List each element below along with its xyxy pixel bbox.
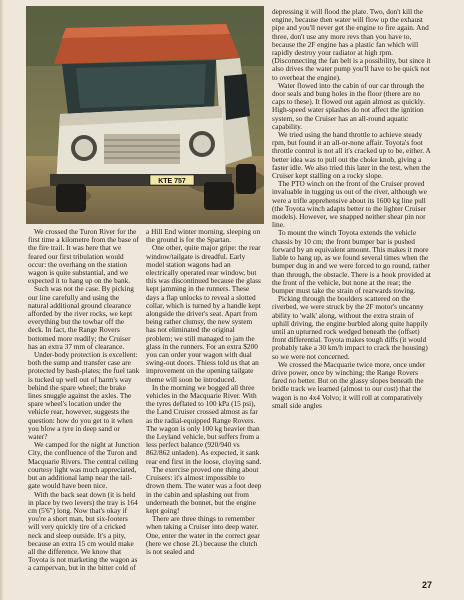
vehicle-photo: [26, 6, 264, 224]
paragraph: In the morning we bogged all three vehicles in the Macquarie River. With the tyres deflated to 100 kPa (15 psi), the Land Cruiser crossed almost as far as the radial-equipped Range Rovers. The wagon is only 100 kg heavier than the Leyland vehicle, but suffers from a less perfect balance (920/940 vs 862/862 unladen). As expected, it sank rear end first in the loose, cloying sand.: [146, 382, 262, 466]
paragraph: Picking through the boulders scattered on the riverbed, we were struck by the 2F motor's uncanny ability to 'walk' along, without the extra strain of uphill driving, the engine burbled along quite happily until an upturned rock wedged beneath the (offset) front differential. Toyota makes tough diffs (it would probably take a 30 km/h impact to crack the housing) so we were not concerned.: [272, 294, 429, 361]
paragraph: We crossed the Turon River for the first time a kilometre from the base of the fire trail. It was here that we feared our first tribulation would occur: the overhang on the station wagon is quite substantial, and we expected it to hang up on the bank.: [28, 228, 139, 286]
paragraph: Such was not the case. By picking our line carefully and using the natural additional ground clearance afforded by the river rocks, we kept everything but the towbar off the deck. In fact, the Range Rovers bottomed more readily; the Cruiser has an extra 37 mm of clearance.: [28, 284, 134, 351]
text-column-2: [146, 228, 262, 590]
paragraph: depressing it will flood the plate. Two, don't kill the engine, because then water will flow up the exhaust pipe and you'll never get the engine to fire again. And three, don't use any more revs than you have to, because the 2F engine has a plastic fan which will rapidly destroy your radiator at high rpm. (Disconnecting the fan belt is a possibility, but since it also drives the water pump you'll have to be quick not to overheat the engine).: [272, 8, 431, 82]
paragraph: Water flowed into the cabin of our car through the door seals and bung holes in the floor (there are no caps to these). It flowed out again almost as quickly. High-speed water splashes do not affect the ignition system, so the Cruiser has an all-round aquatic capability.: [272, 80, 425, 131]
paragraph: The exercise proved one thing about Cruisers: it's almost impossible to drown them. The water was a foot deep in the cabin and splashing out from underneath the bonnet, but the engine kept going!: [146, 464, 262, 515]
page-number: 27: [421, 580, 432, 590]
paragraph: One other, quite major gripe: the rear window/tailgate is dreadful. Early model station wagons had an electrically operated rear window, but this was discontinued because the glass kept jamming in the runners. These days a flap unlocks to reveal a slotted collar, which is turned by a handle kept alongside the driver's seat. Apart from being rather clumsy, the new system has not eliminated the original problem; we still managed to jam the glass in the runners. For an extra $200 you can order your wagon with dual swing-out doors. Thiess told us that an improvement on the opening tailgate theme will soon be introduced.: [146, 243, 261, 384]
paragraph: We camped for the night at Junction City, the confluence of the Turon and Macquarie Rivers. The central ceiling courtesy light was much appreciated, but an additional lamp near the tail-gate would have been nice.: [28, 440, 140, 491]
page-gutter-shadow: [0, 0, 4, 600]
paragraph: The PTO winch on the front of the Cruiser proved invaluable in tugging us out of the river, although we were a trifle apprehensive about its 1600 kg line pull (the Toyota winch adapts better to the lighter Cruiser models). However, we snapped neither shear pin nor line.: [272, 179, 427, 230]
license-plate: KTE 757: [158, 178, 186, 185]
paragraph: There are three things to remember when taking a Cruiser into deep water. One, enter the water in the correct gear (here we chose 2L) because the clutch is not sealed and: [146, 514, 260, 556]
paragraph: Under-body protection is excellent: both the sump and transfer case are protected by bash-plates; the fuel tank is tucked up well out of harm's way behind the spare wheel; the brake lines snuggle against the axles. The spare wheel's location under the vehicle rear, however, suggests the question: how do you get to it when you blow a tyre in deep sand or water?: [28, 350, 140, 442]
text-column-1: [28, 228, 140, 590]
paragraph: We crossed the Macquarie twice more, once under drive power, once by winching; the Range Rovers fared no better. But on the glassy slopes beneath the bridle track we learned (almost to our cost) that the wagon is no 4x4 Volvo; it will roll at comparatively small side angles: [272, 359, 426, 410]
text-column-3: [272, 8, 432, 582]
paragraph: To mount the winch Toyota extends the vehicle chassis by 10 cm; the front bumper bar is pushed forward by an equivalent amount. This makes it more liable to hang up, as we found several times when the bumper dug in and we were forced to go round, rather than through, the obstacle. There is a hook provided at the front of the vehicle, but none at the rear; the bumper must take the strain of rearwards towing.: [272, 228, 431, 295]
toyota-land-cruiser-illustration: [26, 6, 264, 224]
paragraph: a Hill End winter morning, sleeping on the ground is for the Spartan.: [146, 228, 261, 245]
paragraph: With the back seat down (it is held in place by two levers) the tray is 164 cm (5'6") long. Now that's okay if you're a short man, but six-footers will very quickly tire of a cricked neck and sleep outside. It's a pity, because an extra 15 cm would make all the difference. We know that Toyota is not marketing the wagon as a campervan, but in the bitter cold of: [28, 489, 138, 573]
paragraph: We tried using the hand throttle to achieve steady rpm, but found it an all-or-none affair. Toyota's foot throttle control is not all it's cracked up to be, either. A better idea was to pull out the choke knob, giving a faster idle. We also tried this later in the test, when the Cruiser kept stalling on a rocky slope.: [272, 130, 431, 181]
